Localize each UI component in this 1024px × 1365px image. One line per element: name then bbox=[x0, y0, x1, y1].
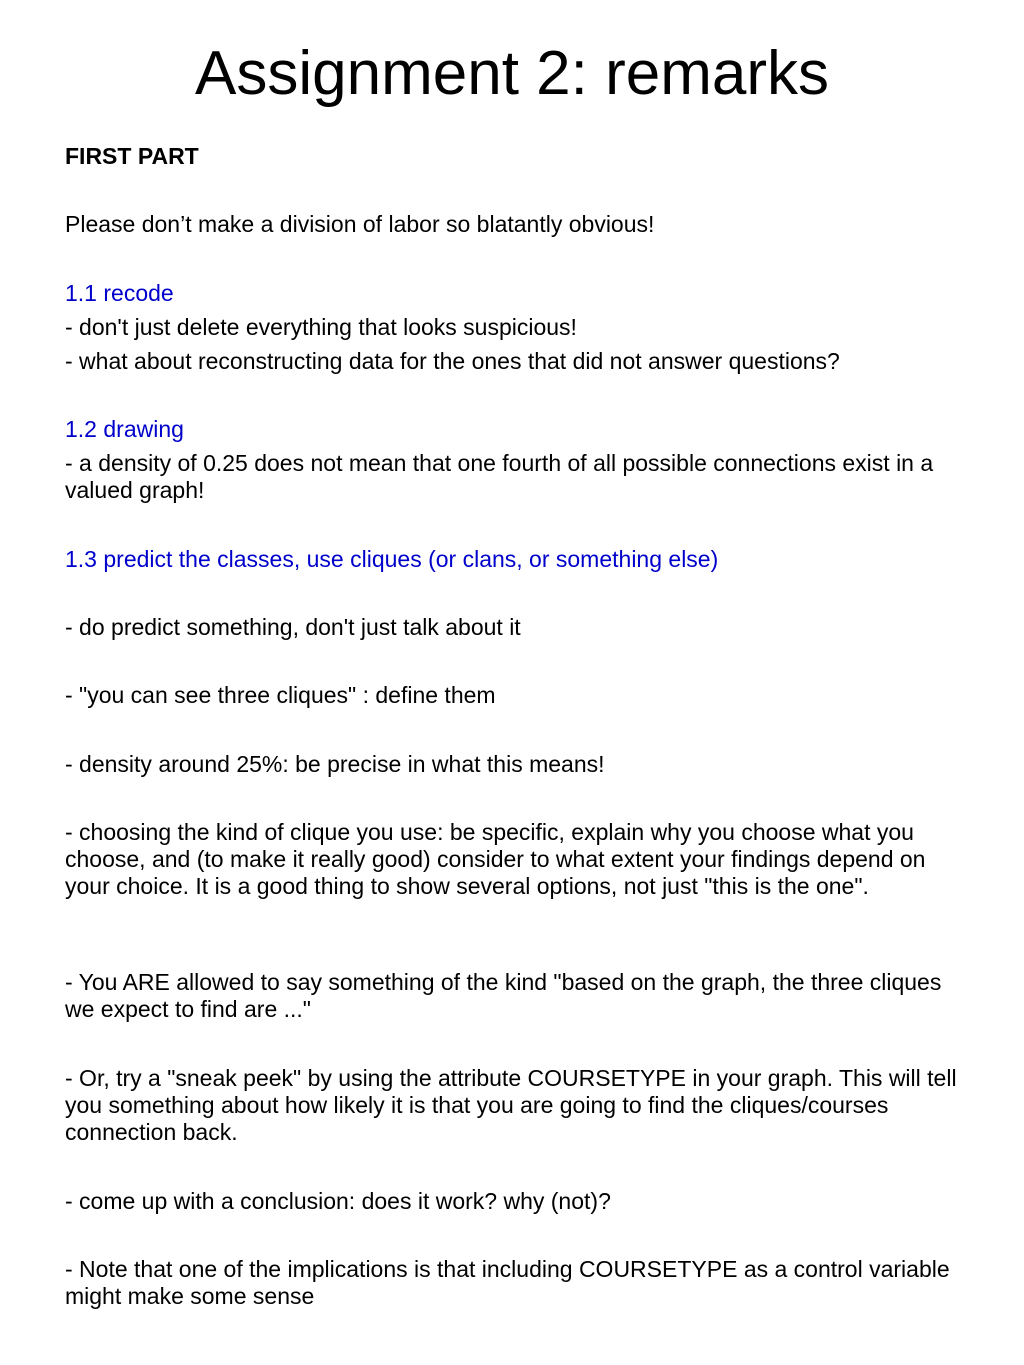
recode-point: - don't just delete everything that looks suspicious! bbox=[65, 314, 577, 340]
section-heading-drawing: 1.2 drawing bbox=[65, 416, 184, 442]
predict-point: - density around 25%: be precise in what this means! bbox=[65, 751, 605, 777]
predict-point: - Or, try a "sneak peek" by using the attribute COURSETYPE in your graph. This will tell you something about how likely it is that you are going to find the cliques/courses connection back. bbox=[65, 1065, 957, 1145]
predict-point: - "you can see three cliques" : define them bbox=[65, 682, 496, 708]
predict-point: - You ARE allowed to say something of the kind "based on the graph, the three cliques we expect to find are ..." bbox=[65, 969, 942, 1022]
predict-point: - come up with a conclusion: does it work? why (not)? bbox=[65, 1188, 611, 1214]
section-heading-recode: 1.1 recode bbox=[65, 280, 174, 306]
predict-point: - Note that one of the implications is that including COURSETYPE as a control variable might make some sense bbox=[65, 1256, 950, 1309]
predict-point: - do predict something, don't just talk about it bbox=[65, 614, 521, 640]
intro-text: Please don’t make a division of labor so blatantly obvious! bbox=[65, 211, 655, 237]
predict-point: - choosing the kind of clique you use: be specific, explain why you choose what you choose, and (to make it really good) consider to what extent your findings depend on your choice. It is a good thing to show several options, not just "this is the one". bbox=[65, 819, 926, 899]
section-heading-predict: 1.3 predict the classes, use cliques (or clans, or something else) bbox=[65, 546, 719, 572]
slide-title: Assignment 2: remarks bbox=[195, 39, 829, 108]
drawing-point: - a density of 0.25 does not mean that one fourth of all possible connections exist in a valued graph! bbox=[65, 450, 934, 503]
first-part-label: FIRST PART bbox=[65, 143, 199, 169]
recode-point: - what about reconstructing data for the ones that did not answer questions? bbox=[65, 348, 840, 374]
